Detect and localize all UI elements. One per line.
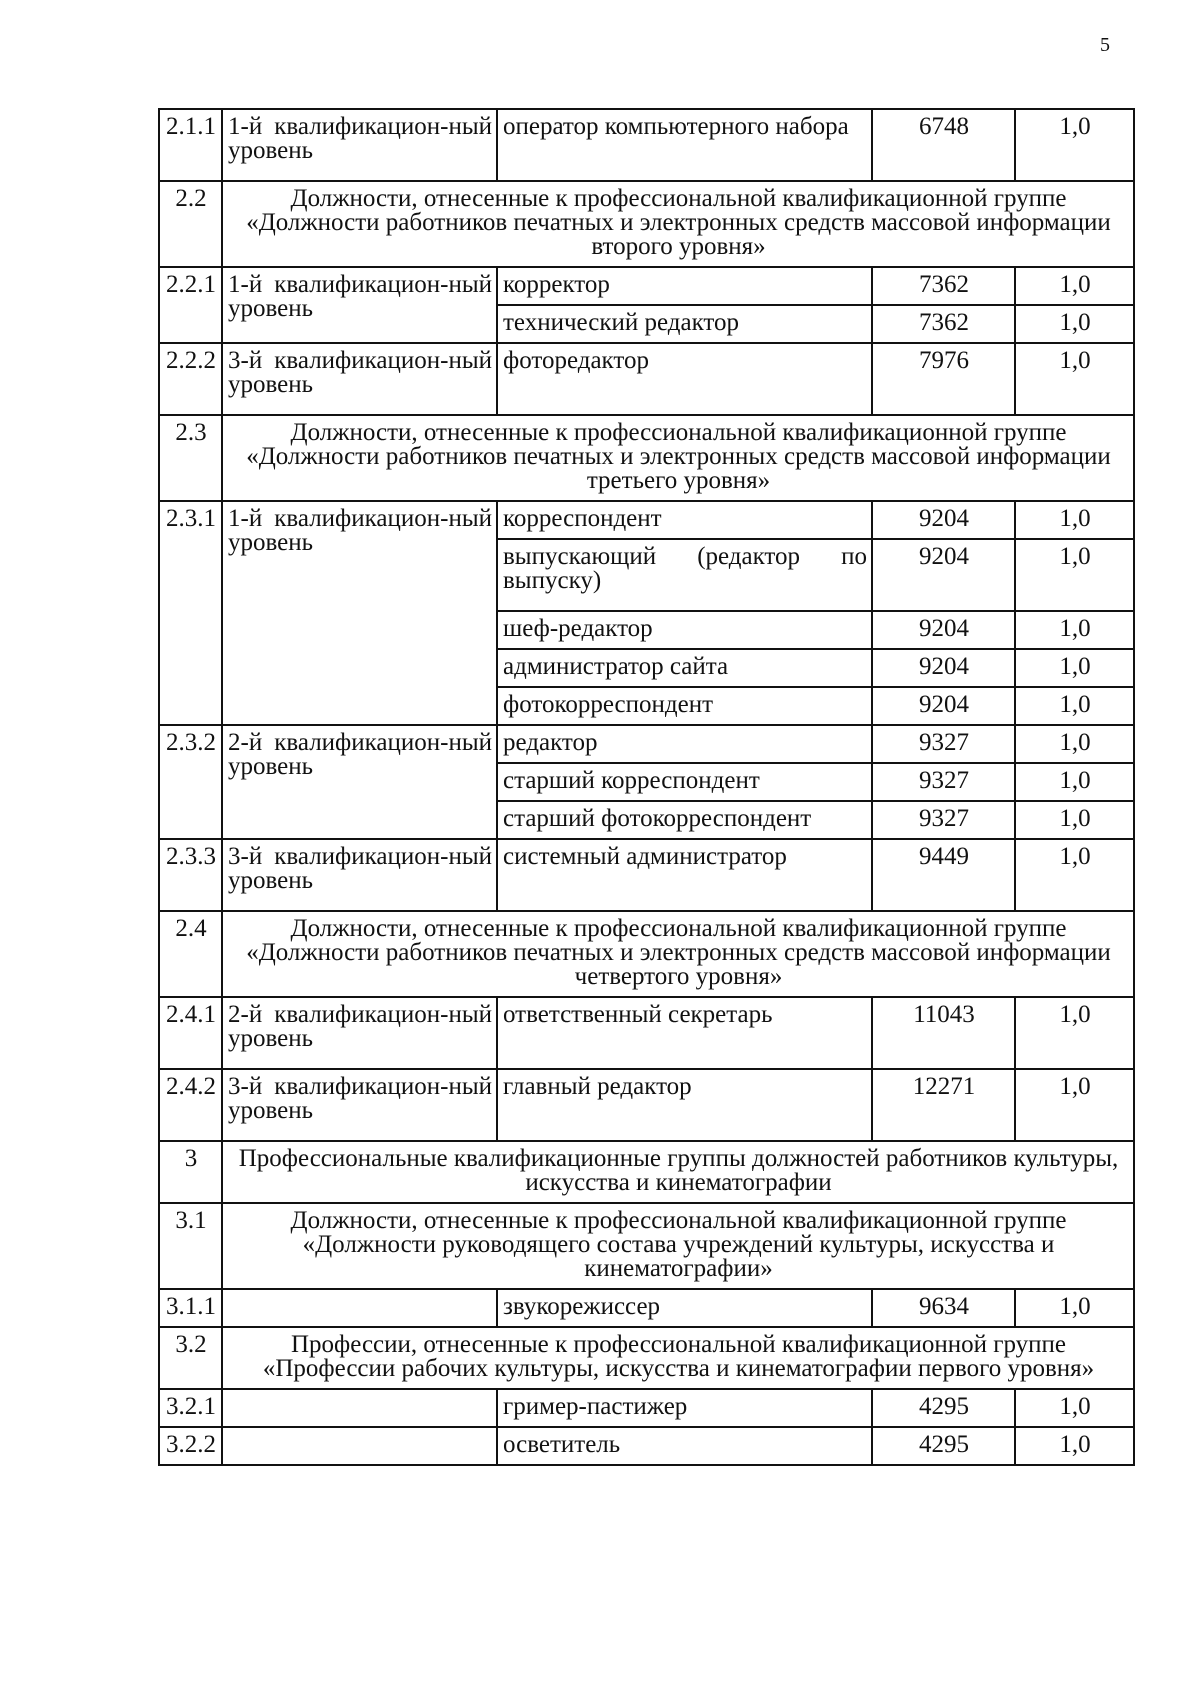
coefficient-value: 1,0 — [1015, 649, 1134, 687]
position-name: гример-пастижер — [497, 1389, 872, 1427]
table-row — [159, 1427, 1134, 1465]
salary-value: 12271 — [872, 1069, 1015, 1141]
row-number: 2.4.1 — [159, 997, 222, 1069]
qualification-level: 3-й квалификацион-ный уровень — [222, 1069, 497, 1141]
salary-value: 7976 — [872, 343, 1015, 415]
qualification-level — [222, 1289, 497, 1327]
group-title: Должности, отнесенные к профессиональной квалификационной группе «Должности работников печатных и электронных средств массовой информации третьего уровня» — [222, 415, 1134, 501]
position-name: осветитель — [497, 1427, 872, 1465]
coefficient-value: 1,0 — [1015, 1289, 1134, 1327]
qualification-level: 1-й квалификацион-ный уровень — [222, 501, 497, 725]
salary-value: 7362 — [872, 267, 1015, 305]
table-row — [159, 997, 1134, 1069]
row-number: 2.3.3 — [159, 839, 222, 911]
qualification-level — [222, 1427, 497, 1465]
table-row — [159, 267, 1134, 305]
salary-table — [158, 108, 1135, 1466]
position-name: технический редактор — [497, 305, 872, 343]
coefficient-value: 1,0 — [1015, 997, 1134, 1069]
coefficient-value: 1,0 — [1015, 539, 1134, 611]
qualification-level — [222, 1389, 497, 1427]
group-title: Профессии, отнесенные к профессиональной квалификационной группе «Профессии рабочих культуры, искусства и кинематографии первого уровня» — [222, 1327, 1134, 1389]
row-number: 3.1.1 — [159, 1289, 222, 1327]
group-row — [159, 1327, 1134, 1389]
salary-value: 9204 — [872, 501, 1015, 539]
position-name: корреспондент — [497, 501, 872, 539]
table-row — [159, 1389, 1134, 1427]
table-row — [159, 839, 1134, 911]
salary-value: 7362 — [872, 305, 1015, 343]
salary-value: 4295 — [872, 1427, 1015, 1465]
group-row — [159, 911, 1134, 997]
position-name: главный редактор — [497, 1069, 872, 1141]
table-row — [159, 501, 1134, 539]
row-number: 2.4.2 — [159, 1069, 222, 1141]
row-number: 2.3.1 — [159, 501, 222, 725]
position-name: корректор — [497, 267, 872, 305]
group-row — [159, 181, 1134, 267]
group-number: 2.2 — [159, 181, 222, 267]
row-number: 2.1.1 — [159, 109, 222, 181]
salary-value: 9204 — [872, 649, 1015, 687]
table-row — [159, 725, 1134, 763]
salary-value: 9204 — [872, 539, 1015, 611]
salary-value: 11043 — [872, 997, 1015, 1069]
coefficient-value: 1,0 — [1015, 763, 1134, 801]
group-row — [159, 1203, 1134, 1289]
row-number: 2.3.2 — [159, 725, 222, 839]
group-number: 3.1 — [159, 1203, 222, 1289]
position-name: фоторедактор — [497, 343, 872, 415]
coefficient-value: 1,0 — [1015, 267, 1134, 305]
position-name: шеф-редактор — [497, 611, 872, 649]
coefficient-value: 1,0 — [1015, 305, 1134, 343]
salary-value: 9327 — [872, 801, 1015, 839]
position-name: оператор компьютерного набора — [497, 109, 872, 181]
coefficient-value: 1,0 — [1015, 687, 1134, 725]
row-number: 3.2.1 — [159, 1389, 222, 1427]
coefficient-value: 1,0 — [1015, 1427, 1134, 1465]
salary-value: 9204 — [872, 611, 1015, 649]
position-name: выпускающий (редактор по выпуску) — [497, 539, 872, 611]
coefficient-value: 1,0 — [1015, 725, 1134, 763]
salary-value: 9327 — [872, 763, 1015, 801]
group-title: Должности, отнесенные к профессиональной квалификационной группе «Должности руководящего состава учреждений культуры, искусства и кинематографии» — [222, 1203, 1134, 1289]
position-name: редактор — [497, 725, 872, 763]
salary-value: 4295 — [872, 1389, 1015, 1427]
group-number: 2.3 — [159, 415, 222, 501]
position-name: звукорежиссер — [497, 1289, 872, 1327]
qualification-level: 1-й квалификацион-ный уровень — [222, 109, 497, 181]
coefficient-value: 1,0 — [1015, 611, 1134, 649]
table-row — [159, 1289, 1134, 1327]
coefficient-value: 1,0 — [1015, 839, 1134, 911]
coefficient-value: 1,0 — [1015, 801, 1134, 839]
row-number: 3.2.2 — [159, 1427, 222, 1465]
qualification-level: 2-й квалификацион-ный уровень — [222, 725, 497, 839]
position-name: фотокорреспондент — [497, 687, 872, 725]
group-title: Должности, отнесенные к профессиональной квалификационной группе «Должности работников печатных и электронных средств массовой информации четвертого уровня» — [222, 911, 1134, 997]
salary-value: 9634 — [872, 1289, 1015, 1327]
group-number: 3 — [159, 1141, 222, 1203]
table-row — [159, 1069, 1134, 1141]
row-number: 2.2.2 — [159, 343, 222, 415]
table-row — [159, 109, 1134, 181]
group-number: 3.2 — [159, 1327, 222, 1389]
salary-value: 9327 — [872, 725, 1015, 763]
table-row — [159, 343, 1134, 415]
group-title: Профессиональные квалификационные группы должностей работников культуры, искусства и кинематографии — [222, 1141, 1134, 1203]
qualification-level: 3-й квалификацион-ный уровень — [222, 343, 497, 415]
group-row — [159, 415, 1134, 501]
position-name: старший фотокорреспондент — [497, 801, 872, 839]
position-name: ответственный секретарь — [497, 997, 872, 1069]
position-name: старший корреспондент — [497, 763, 872, 801]
salary-value: 9449 — [872, 839, 1015, 911]
group-title: Должности, отнесенные к профессиональной квалификационной группе «Должности работников печатных и электронных средств массовой информации второго уровня» — [222, 181, 1134, 267]
page-number: 5 — [1100, 34, 1110, 56]
position-name: администратор сайта — [497, 649, 872, 687]
coefficient-value: 1,0 — [1015, 1389, 1134, 1427]
coefficient-value: 1,0 — [1015, 1069, 1134, 1141]
group-row — [159, 1141, 1134, 1203]
coefficient-value: 1,0 — [1015, 343, 1134, 415]
coefficient-value: 1,0 — [1015, 109, 1134, 181]
coefficient-value: 1,0 — [1015, 501, 1134, 539]
salary-value: 6748 — [872, 109, 1015, 181]
salary-value: 9204 — [872, 687, 1015, 725]
qualification-level: 1-й квалификацион-ный уровень — [222, 267, 497, 343]
group-number: 2.4 — [159, 911, 222, 997]
position-name: системный администратор — [497, 839, 872, 911]
qualification-level: 3-й квалификацион-ный уровень — [222, 839, 497, 911]
row-number: 2.2.1 — [159, 267, 222, 343]
qualification-level: 2-й квалификацион-ный уровень — [222, 997, 497, 1069]
